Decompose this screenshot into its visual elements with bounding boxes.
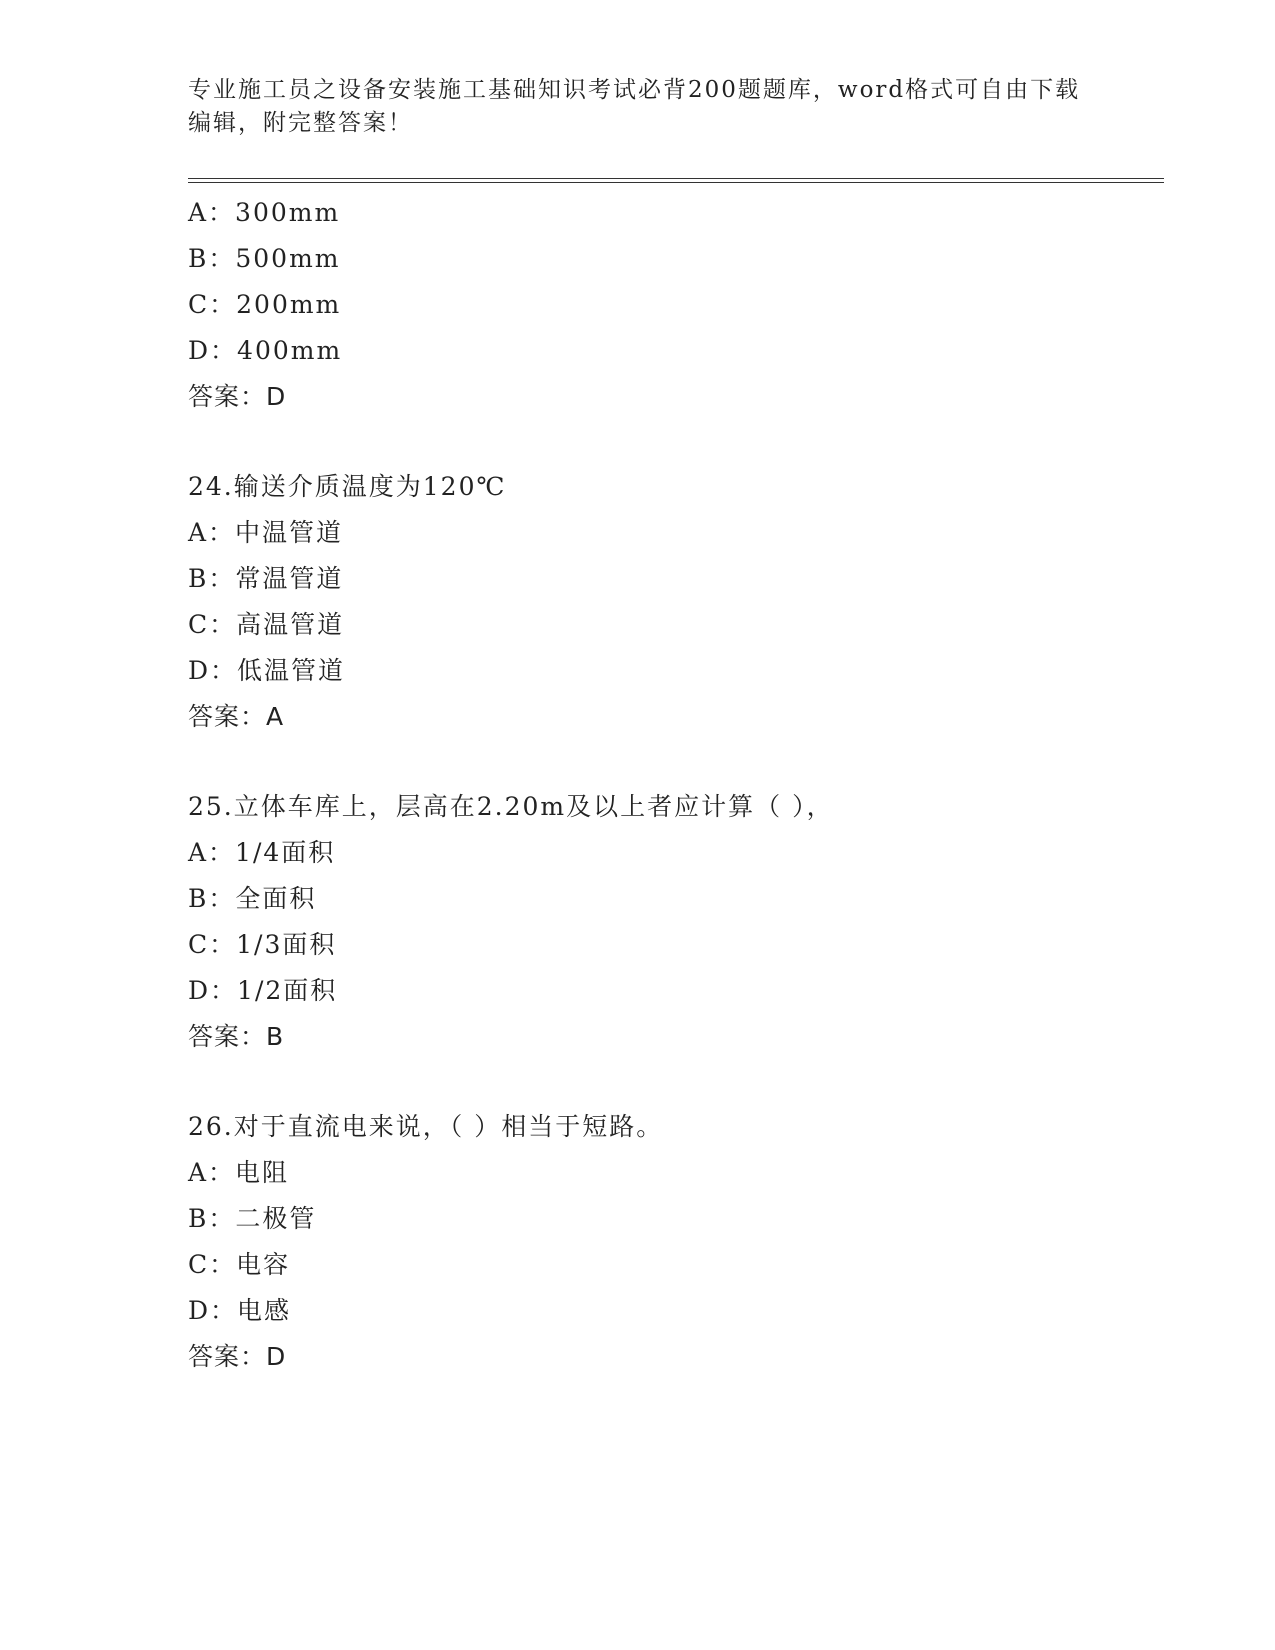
block-spacer: [188, 420, 1164, 464]
option-c: C：电容: [188, 1250, 291, 1279]
question-list: [188, 190, 1164, 1380]
answer-line: 答案：D: [188, 382, 287, 411]
option-c: C：1/3面积: [188, 930, 337, 959]
answer-line: 答案：D: [188, 1342, 287, 1371]
option-a: A：300mm: [188, 198, 341, 227]
question-block-26: [188, 1104, 1164, 1380]
option-b: B：全面积: [188, 884, 317, 913]
option-b: B：二极管: [188, 1204, 317, 1233]
option-b: B：常温管道: [188, 564, 344, 593]
answer-line: 答案：A: [188, 702, 285, 731]
question-block-25: [188, 784, 1164, 1060]
document-header: [188, 74, 1088, 140]
header-line-1: 专业施工员之设备安装施工基础知识考试必背200题题库，word格式可自由下载: [188, 77, 1081, 103]
question-text: 24.输送介质温度为120℃: [188, 472, 507, 501]
header-line-2: 编辑，附完整答案！: [188, 110, 413, 136]
header-divider: [188, 178, 1164, 183]
option-d: D：400mm: [188, 336, 343, 365]
option-a: A：中温管道: [188, 518, 344, 547]
question-block-23: [188, 190, 1164, 420]
block-spacer: [188, 740, 1164, 784]
option-d: D：低温管道: [188, 656, 346, 685]
option-d: D：电感: [188, 1296, 292, 1325]
option-b: B：500mm: [188, 244, 341, 273]
answer-line: 答案：B: [188, 1022, 285, 1051]
question-text: 25.立体车库上，层高在2.20m及以上者应计算（ ），: [188, 792, 834, 821]
question-text: 26.对于直流电来说，（ ）相当于短路。: [188, 1112, 664, 1141]
option-d: D：1/2面积: [188, 976, 338, 1005]
question-block-24: [188, 464, 1164, 740]
option-a: A：1/4面积: [188, 838, 336, 867]
block-spacer: [188, 1060, 1164, 1104]
option-a: A：电阻: [188, 1158, 290, 1187]
option-c: C：200mm: [188, 290, 342, 319]
option-c: C：高温管道: [188, 610, 345, 639]
